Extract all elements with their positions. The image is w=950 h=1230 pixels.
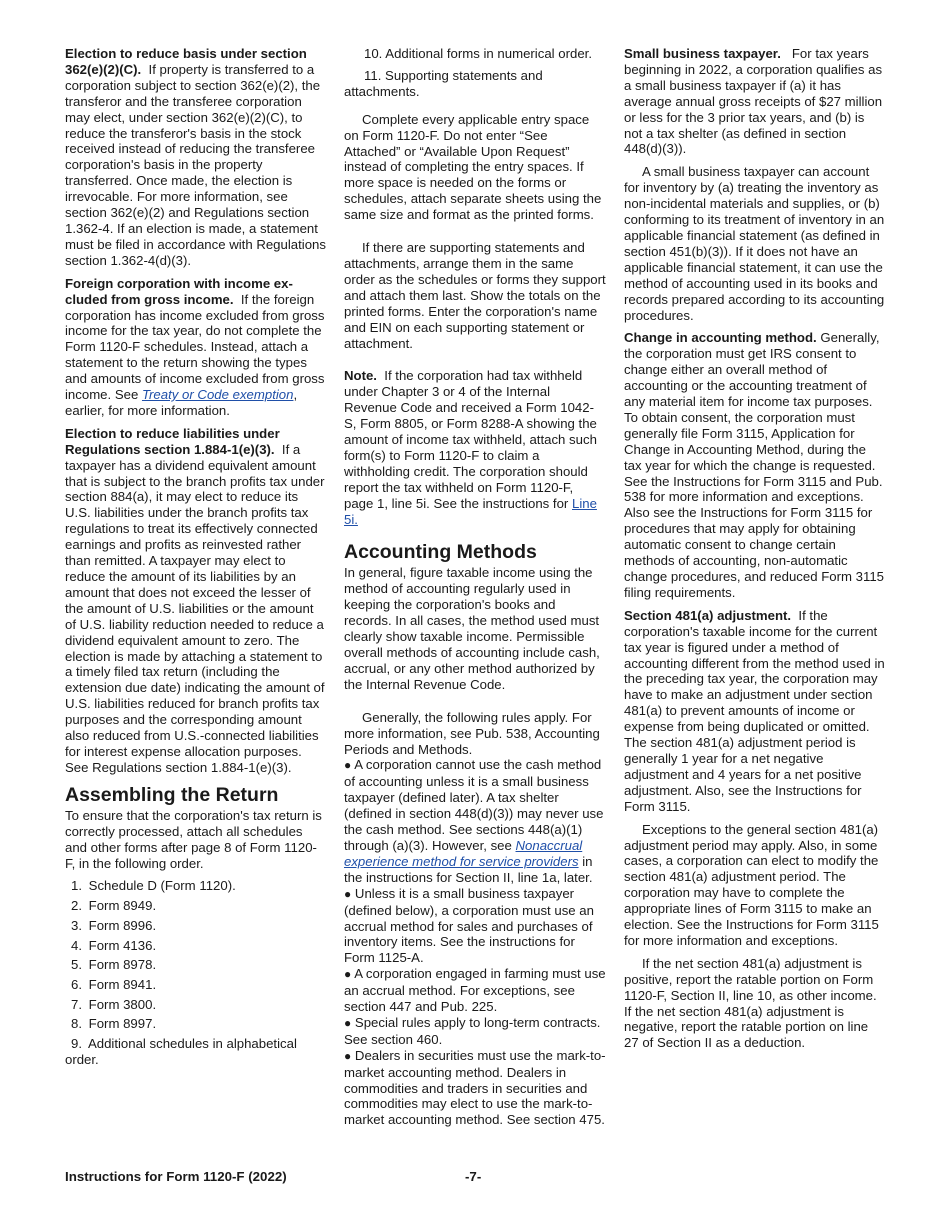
- list-item: [65, 1036, 327, 1068]
- bullet-text: in the instructions for Section II, line 1a, later.: [344, 853, 593, 885]
- paragraph-text: If a taxpayer has a dividend equivalent amount that is subject to the branch profits tax under section 884(a), it may elect to reduce its U.S. liabilities under the branch profits tax regulations to treat its effectively connected earnings and profits as reinvested rather than remitted. A taxpayer may elect to reduce the amount of its liabilities by an amount that does not exceed the lesser of the amount of U.S. liabilities or the amount of U.S. liability reduction needed to reduce a dividend equivalent amount to zero. The election is made by attaching a statement to a timely filed tax return (including the extension due date) indicating the amount of U.S. liabilities reduced for branch profits tax purposes and the corresponding amount also reduced from U.S.-connected liabilities for interest expense allocation purposes. See Regulations section 1.884-1(e)(3).: [65, 441, 325, 775]
- list-number: 8.: [71, 1016, 82, 1032]
- paragraph-assembling-intro: To ensure that the corporation's tax return is correctly processed, attach all schedules and other forms after page 8 of Form 1120-F, in the following order.: [65, 807, 322, 871]
- list-item: [65, 977, 327, 993]
- page-number: -7-: [465, 1169, 482, 1184]
- run-in-heading: Change in accounting method.: [624, 330, 817, 346]
- list-number: 9.: [71, 1036, 82, 1052]
- bullet-item: [344, 1048, 606, 1129]
- run-in-heading: Election to reduce basis under section 362(e)(2)(C).: [65, 46, 307, 77]
- paragraph-foreign-corporation: [65, 276, 327, 419]
- bullet-icon: ●: [344, 967, 352, 982]
- column-3: [624, 46, 886, 1058]
- list-item: [344, 68, 606, 100]
- line-5i-link[interactable]: Line 5i.: [344, 495, 597, 527]
- paragraph-text: Generally, the corporation must get IRS consent to change either an overall method of accounting or the accounting treatment of any material item for income tax purposes. To obtain consent, the corporation must generally file Form 3115, Application for Change in Accounting Method, during the tax year for which the change is requested. See the Instructions for Form 3115 and Pub. 538 for more information and exceptions. Also see the Instructions for Form 3115 for procedures that may apply for obtaining automatic consent to change certain methods of accounting, non-automatic change procedures, and reduced Form 3115 filing requirements.: [624, 330, 885, 600]
- list-text: Form 4136.: [88, 937, 157, 953]
- run-in-heading: Foreign corporation with income excluded from gross income.: [65, 275, 293, 307]
- paragraph-section-481a: [624, 608, 886, 815]
- list-item: [65, 878, 327, 894]
- list-text: Form 8997.: [88, 1016, 157, 1032]
- bullet-icon: ●: [344, 758, 352, 773]
- paragraph-text: , earlier, for more information.: [65, 387, 298, 418]
- spacer: [344, 230, 606, 240]
- list-number: 2.: [71, 898, 82, 914]
- list-text: Schedule D (Form 1120).: [88, 878, 236, 894]
- paragraph-small-business-taxpayer: [624, 46, 886, 157]
- bullet-text: A corporation engaged in farming must use an accrual method. For exceptions, see section 447 and Pub. 225.: [344, 966, 606, 1015]
- run-in-heading: Small business taxpayer.: [624, 46, 781, 61]
- bullet-text: A corporation cannot use the cash method of accounting unless it is a small business taxpayer (defined later). A tax shelter (defined in section 448(d)(3)) may never use the cash method. See sections 448(a)(1) through (a)(3). However, see: [344, 757, 604, 853]
- bullet-item: [344, 757, 606, 885]
- list-text: Form 8978.: [88, 957, 157, 973]
- list-number: 3.: [71, 917, 82, 933]
- spacer: [344, 700, 606, 710]
- bullet-text: Special rules apply to long-term contracts. See section 460.: [344, 1014, 601, 1047]
- paragraph-text: For tax years beginning in 2022, a corporation qualifies as a small business taxpayer if (a) it has average annual gross receipts of $27 million or less for the 3 prior tax years, and (b) is not a tax shelter (as defined in section 448(d)(3)).: [624, 46, 883, 157]
- list-text: Additional forms in numerical order.: [385, 46, 592, 61]
- paragraph-text: If the corporation's taxable income for the current tax year is figured under a method of accounting different from the method used in the preceding tax year, the corporation may have to make an adjustment under section 481(a) to prevent amounts of income or expense from being duplicated or omitted. The section 481(a) adjustment period is generally 1 year for a net negative adjustment and 4 years for a net positive adjustment. Also, see the Instructions for Form 3115.: [624, 607, 885, 814]
- list-item: [65, 918, 327, 934]
- list-text: Additional schedules in alphabetical order.: [65, 1036, 297, 1067]
- list-number: 7.: [71, 996, 82, 1012]
- list-number: 1.: [71, 878, 82, 894]
- spacer: [344, 358, 606, 368]
- attachment-order-list-continued: [344, 46, 606, 100]
- list-text: Supporting statements and attachments.: [344, 67, 543, 99]
- list-item: [65, 898, 327, 914]
- list-item: [65, 957, 327, 973]
- bullet-item: [344, 886, 606, 967]
- section-heading-accounting-methods: Accounting Methods: [344, 541, 537, 564]
- paragraph-accounting-general: In general, figure taxable income using the method of accounting regularly used in keeping the corporation's books and records. In all cases, the method used must clearly show taxable income. Permissible overall methods of accounting include cash, accrual, or any other method authorized by the Internal Revenue Code.: [344, 565, 600, 692]
- paragraph-text: If the corporation had tax withheld under Chapter 3 or 4 of the Internal Revenue Code and received a Form 1042-S, Form 8805, or Form 8288-A showing the amount of income tax withheld, attach such form(s) to Form 1120-F to claim a withholding credit. The corporation should report the tax withheld on Form 1120-F, page 1, line 5i. See the instructions for: [344, 368, 597, 511]
- list-number: 6.: [71, 976, 82, 992]
- list-text: Form 3800.: [88, 996, 157, 1012]
- list-item: [344, 46, 606, 62]
- list-number: 11.: [364, 67, 382, 83]
- paragraph-election-basis: [65, 46, 327, 269]
- paragraph-change-accounting-method: [624, 330, 886, 600]
- bullet-item: [344, 1015, 606, 1048]
- list-number: 4.: [71, 937, 82, 953]
- bullet-icon: ●: [344, 1048, 352, 1063]
- footer-title: Instructions for Form 1120-F (2022): [65, 1169, 287, 1184]
- paragraph-complete-entries: Complete every applicable entry space on Form 1120-F. Do not enter “See Attached” or “Available Upon Request” instead of completing the entry spaces. If more space is needed on the forms or schedules, attach separate sheets using the same size and format as the printed forms.: [344, 111, 602, 223]
- column-1: [65, 46, 327, 1072]
- list-text: Form 8949.: [88, 898, 157, 914]
- paragraph-text: If property is transferred to a corporation subject to section 362(e)(2), the transferor and the transferee corporation may elect, under section 362(e)(2)(C), to reduce the transferor's basis in the stock received instead of reducing the transferee corporation's basis in the property transferred. Once made, the election is irrevocable. For more information, see section 362(e)(2) and Regulations section 1.362-4. If an election is made, a statement must be filed in accordance with Regulations section 1.362-4(d)(3).: [65, 61, 326, 268]
- note-label: Note.: [344, 368, 377, 384]
- list-number: 5.: [71, 957, 82, 973]
- column-2: [344, 46, 606, 1128]
- run-in-heading: Election to reduce liabilities under Regulations section 1.884-1(e)(3).: [65, 425, 280, 457]
- bullet-icon: ●: [344, 886, 352, 901]
- list-item: [65, 1016, 327, 1032]
- list-item: [65, 938, 327, 954]
- bullet-item: [344, 966, 606, 1015]
- paragraph-inventory: A small business taxpayer can account for inventory by (a) treating the inventory as non-incidental materials and supplies, or (b) conforming to its treatment of inventory in an applicable financial statement (as defined in section 451(b)(3)). If it does not have an applicable financial statement, it can use the method of accounting used in its books and records prepared according to its accounting procedures.: [624, 164, 885, 323]
- paragraph-supporting-statements: If there are supporting statements and attachments, arrange them in the same order as the schedules or forms they support and attach them last. Show the totals on the printed forms. Enter the corporation's name and EIN on each supporting statement or attachment.: [344, 240, 606, 351]
- bullet-text: Dealers in securities must use the mark-to-market accounting method. Dealers in commodities and traders in securities and commodities may elect to use the mark-to-market accounting method. See section 475.: [344, 1047, 606, 1128]
- list-number: 10.: [364, 46, 383, 61]
- list-text: Form 8996.: [88, 917, 157, 933]
- paragraph-481a-exceptions: Exceptions to the general section 481(a) adjustment period may apply. Also, in some cases, a corporation can elect to modify the section 481(a) adjustment period. The corporation may have to complete the appropriate lines of Form 3115 to make an election. See the Instructions for Form 3115 for more information and exceptions.: [624, 821, 879, 948]
- section-heading-assembling: Assembling the Return: [65, 783, 279, 806]
- nonaccrual-method-link[interactable]: Nonaccrual experience method for service providers: [344, 837, 583, 869]
- paragraph-rules-apply: Generally, the following rules apply. For more information, see Pub. 538, Accounting Periods and Methods.: [344, 709, 600, 757]
- bullet-icon: ●: [344, 1015, 352, 1030]
- attachment-order-list: [65, 878, 327, 1067]
- bullet-text: Unless it is a small business taxpayer (defined below), a corporation must use an accrual method for sales and purchases of inventory items. See the instructions for Form 1125-A.: [344, 885, 594, 966]
- run-in-heading: Section 481(a) adjustment.: [624, 607, 792, 623]
- list-text: Form 8941.: [88, 976, 157, 992]
- paragraph-election-liabilities: [65, 426, 327, 776]
- page-footer: [65, 1169, 886, 1184]
- list-item: [65, 997, 327, 1013]
- paragraph-481a-reporting: If the net section 481(a) adjustment is positive, report the ratable portion on Form 1120-F, Section II, line 10, as other income. If the net section 481(a) adjustment is negative, report the ratable portion on line 27 of Section II as a deduction.: [624, 955, 877, 1051]
- paragraph-note: [344, 368, 606, 527]
- paragraph-text: If the foreign corporation has income excluded from gross income for the tax year, do not complete the Form 1120-F schedules. Instead, attach a statement to the return showing the types and amounts of income excluded from gross income. See: [65, 291, 325, 403]
- treaty-exemption-link[interactable]: Treaty or Code exemption: [141, 387, 294, 403]
